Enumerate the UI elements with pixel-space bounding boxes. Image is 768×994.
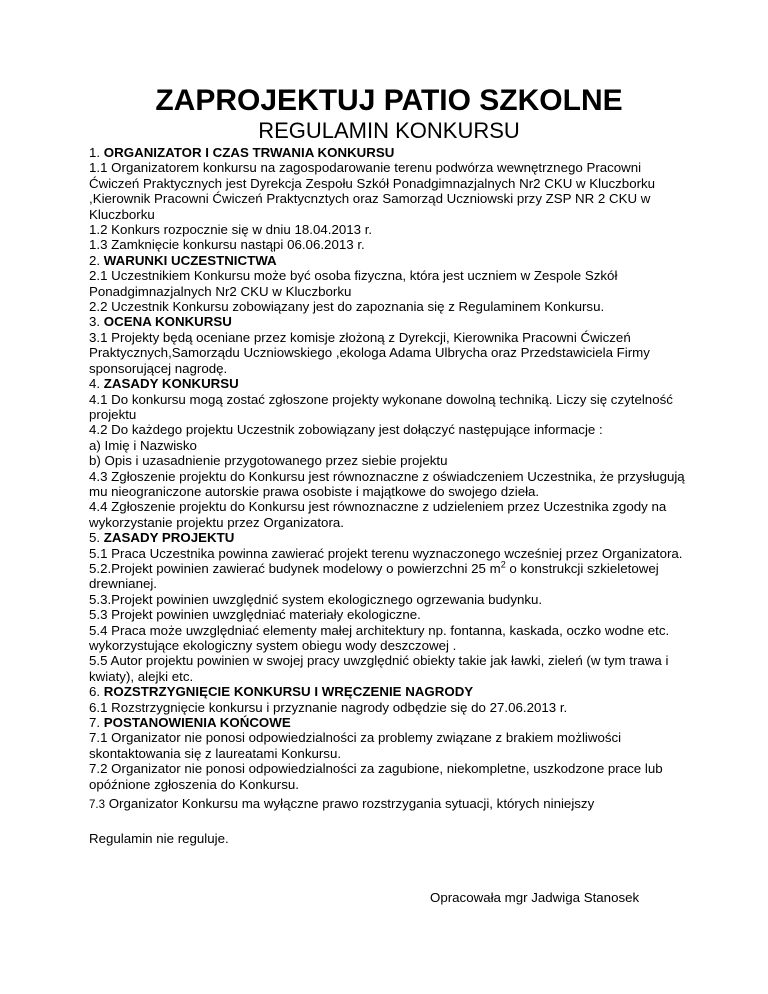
paragraph: 2.2 Uczestnik Konkursu zobowiązany jest do zapoznania się z Regulaminem Konkursu. (89, 299, 605, 315)
paragraph: Regulamin nie reguluje. (89, 831, 229, 847)
paragraph: 5.5 Autor projektu powinien w swojej pracy uwzględnić obiekty takie jak ławki, zieleń (w tym trawa i kwiaty), alejki etc. (89, 653, 669, 684)
document-subtitle: REGULAMIN KONKURSU (258, 118, 520, 143)
paragraph: 3.1 Projekty będą oceniane przez komisje złożoną z Dyrekcji, Kierownika Pracowni Ćwiczeń Praktycznych,Samorządu Uczniowskiego ,ekologa Adama Ulbrycha oraz Przedstawiciela Firmy sponsorującej nagrodę. (89, 329, 650, 376)
paragraph: a) Imię i Nazwisko (89, 437, 197, 453)
paragraph: 5.3 Projekt powinien uwzględniać materiały ekologiczne. (89, 607, 421, 623)
section-heading: 1. ORGANIZATOR I CZAS TRWANIA KONKURSU (89, 145, 395, 160)
paragraph: 6.1 Rozstrzygnięcie konkursu i przyznanie nagrody odbędzie się do 27.06.2013 r. (89, 699, 568, 715)
document-body (89, 145, 689, 847)
spacer (89, 813, 689, 831)
signature: Opracowała mgr Jadwiga Stanosek (430, 890, 640, 905)
section-heading: 2. WARUNKI UCZESTNICTWA (89, 252, 277, 268)
section-heading: 3. OCENA KONKURSU (89, 314, 232, 330)
paragraph: 4.4 Zgłoszenie projektu do Konkursu jest równoznaczne z udzieleniem przez Uczestnika zgody na wykorzystanie projektu przez Organizatora. (89, 499, 667, 530)
document-page (89, 84, 689, 847)
paragraph: 7.3 Organizator Konkursu ma wyłączne prawo rozstrzygania sytuacji, których niniejszy (89, 796, 595, 812)
section-heading: 4. ZASADY KONKURSU (89, 376, 239, 392)
paragraph: 5.2.Projekt powinien zawierać budynek modelowy o powierzchni 25 $m^2$ o konstrukcji szkieletowej drewnianej. (89, 559, 659, 592)
paragraph: b) Opis i uzasadnienie przygotowanego przez siebie projektu (89, 453, 448, 469)
paragraph: 4.3 Zgłoszenie projektu do Konkursu jest równoznaczne z oświadczeniem Uczestnika, że przysługują mu nieograniczone autorskie prawa osobiste i majątkowe do swojego dzieła. (89, 468, 685, 499)
paragraph: 1.2 Konkurs rozpocznie się w dniu 18.04.2013 r. (89, 222, 373, 238)
section-heading: 7. POSTANOWIENIA KOŃCOWE (89, 715, 291, 731)
paragraph: 2.1 Uczestnikiem Konkursu może być osoba fizyczna, która jest uczniem w Zespole Szkół Ponadgimnazjalnych Nr2 CKU w Kluczborku (89, 268, 618, 299)
section-heading: 5. ZASADY PROJEKTU (89, 530, 235, 546)
paragraph: 5.1 Praca Uczestnika powinna zawierać projekt terenu wyznaczonego wcześniej przez Organizatora. (89, 545, 683, 561)
paragraph: 7.2 Organizator nie ponosi odpowiedzialności za zagubione, niekompletne, uszkodzone prace lub opóźnione zgłoszenia do Konkursu. (89, 761, 663, 792)
paragraph: 7.1 Organizator nie ponosi odpowiedzialności za problemy związane z brakiem możliwości skontaktowania się z laureatami Konkursu. (89, 730, 622, 761)
paragraph: 4.2 Do każdego projektu Uczestnik zobowiązany jest dołączyć następujące informacje : (89, 422, 603, 438)
paragraph: 1.3 Zamknięcie konkursu nastąpi 06.06.2013 r. (89, 237, 365, 253)
document-title: ZAPROJEKTUJ PATIO SZKOLNE (155, 84, 623, 117)
paragraph: 5.4 Praca może uwzględniać elementy małej architektury np. fontanna, kaskada, oczko wodne etc. wykorzystujące ekologiczny system obiegu wody deszczowej . (89, 622, 670, 653)
paragraph: 4.1 Do konkursu mogą zostać zgłoszone projekty wykonane dowolną techniką. Liczy się czytelność projektu (89, 391, 673, 422)
paragraph: 1.1 Organizatorem konkursu na zagospodarowanie terenu podwórza wewnętrznego Pracowni Ćwiczeń Praktycznych jest Dyrekcja Zespołu Szkół Ponadgimnazjalnych Nr2 CKU w Kluczborku ,Kierownik Pracowni Ćwiczeń Praktycnztych oraz Samorząd Uczniowski przy ZSP NR 2 CKU w Kluczborku (89, 160, 656, 222)
paragraph: 5.3.Projekt powinien uwzględnić system ekologicznego ogrzewania budynku. (89, 591, 543, 607)
section-heading: 6. ROZSTRZYGNIĘCIE KONKURSU I WRĘCZENIE NAGRODY (89, 684, 474, 700)
